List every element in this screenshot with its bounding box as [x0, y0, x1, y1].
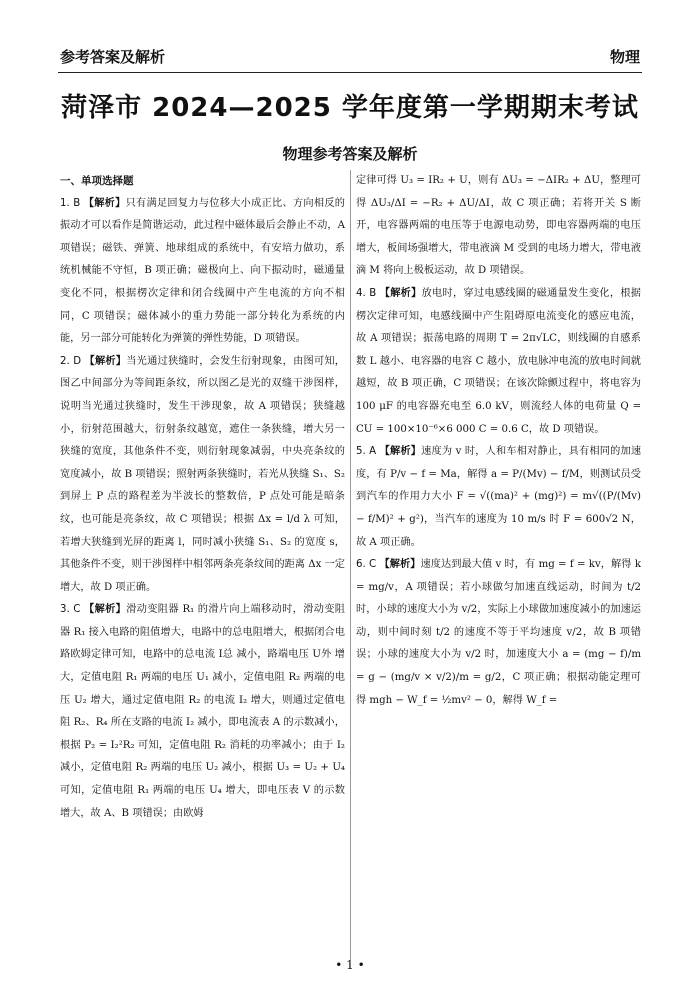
question-text: 速度为 v 时，人和车相对静止，具有相同的加速度，有 P/v − f = Ma，解得 a = P/(Mv) − f/M，则测试员受到汽车的作用力大小 F = √((ma)² + (mg)²) = m√((P/(Mv) − f/M)² + g²)，当汽车的速度为 10 m/s 时 F = 600√2 N，故 A 项正确。: [356, 446, 642, 548]
question-text: 只有满足回复力与位移大小成正比、方向相反的振动才可以看作是简谐运动，此过程中磁体最后会静止不动，A 项错误；磁铁、弹簧、地球组成的系统中，有安培力做功，系统机械能不守恒，B 项正确；磁极向上、向下振动时，磁通量变化不同，根据楞次定律和闭合线圈中产生电流的方向不相同，C 项错误；磁体减小的重力势能一部分转化为系统的内能，另一部分可能转化为弹簧的弹性势能，D 项错误。: [60, 197, 345, 345]
analysis-tag: 【解析】: [379, 446, 422, 458]
question-text: 当光通过狭缝时，会发生衍射现象，由图可知，图乙中间部分为等间距条纹，所以图乙是光的双缝干涉图样，说明当光通过狭缝时，发生干涉现象，故 A 项错误；狭缝越小，衍射范围越大，衍射条纹越宽，遮住一条狭缝，增大另一狭缝的宽度，其他条件不变，则衍射现象减弱，中央亮条纹的宽度减小，故 B 项错误；照射两条狭缝时，若光从狭缝 S₁、S₂ 到屏上 P 点的路程差为半波长的整数倍，P 点处可能是暗条纹，也可能是亮条纹，故 C 项错误；根据 Δx = l/d λ 可知，若增大狭缝到光屏的距离 l，同时减小狭缝 S₁、S₂ 的宽度 s，其他条件不变，则干涉图样中相邻两条亮条纹间的距离 Δx 一定增大，故 D 项正确。: [60, 355, 345, 593]
question-text: 滑动变阻器 R₁ 的滑片向上端移动时，滑动变阻器 R₁ 接入电路的阻值增大，电路中的总电阻增大，根据闭合电路欧姆定律可知，电路中的总电流 I总 减小，路端电压 U外 增大，定值电阻 R₁ 两端的电压 U₁ 减小，定值电阻 R₂ 两端的电压 U₂ 增大，通过定值电阻 R₂ 的电流 I₂ 增大，则通过定值电阻 R₂、R₄ 所在支路的电流 I₂ 减小，即电流表 A 的示数减小，根据 P₂ = I₂²R₂ 可知，定值电阻 R₂ 消耗的功率减小；由于 I₂ 减小，定值电阻 R₂ 两端的电压 U₂ 减小，根据 U₃ = U₂ + U₄ 可知，定值电阻 R₁ 两端的电压 U₄ 增大，即电压表 V 的示数增大，故 A、B 项错误；由欧姆: [60, 604, 345, 819]
question-3-continued: [356, 170, 641, 283]
question-6: [356, 554, 641, 712]
section-heading: 一、单项选择题: [60, 175, 134, 187]
question-number: 2. D: [60, 355, 82, 367]
column-divider: [350, 170, 351, 960]
question-number: 4. B: [356, 287, 377, 299]
page-header: [60, 42, 640, 68]
header-left: 参考答案及解析: [60, 48, 166, 66]
question-text: 速度达到最大值 v 时，有 mg = f = kv，解得 k = mg/v，A 项错误；若小球做匀加速直线运动，时间为 t/2 时，小球的速度大小为 v/2，实际上小球做加速度减小的加速运动，则中间时刻 t/2 的速度不等于平均速度 v/2，故 B 项错误；小球的速度大小为 v/2 时，加速度大小 a = (mg − f)/m = g − (mg/v × v/2)/m = g/2，C 项正确；根据动能定理可得 mgh − W_f = ½mv² − 0，解得 W_f =: [356, 559, 642, 706]
left-column: [60, 170, 345, 825]
analysis-tag: 【解析】: [84, 355, 127, 367]
question-number: 5. A: [356, 446, 377, 458]
question-text: 定律可得 U₃ = IR₂ + U，则有 ΔU₃ = −ΔIR₂ + ΔU，整理可得 ΔU₃/ΔI = −R₂ + ΔU/ΔI，故 C 项正确；若将开关 S 断开，电容器两端的电压等于电源电动势，即电容器两端的电压增大，板间场强增大，带电液滴 M 受到的电场力增大，带电液滴 M 将向上极板运动，故 D 项错误。: [356, 175, 641, 277]
analysis-tag: 【解析】: [379, 559, 421, 571]
question-number: 3. C: [60, 604, 81, 616]
question-5: [356, 441, 641, 554]
right-column: [356, 170, 641, 712]
question-2: [60, 351, 345, 600]
analysis-tag: 【解析】: [83, 197, 126, 209]
analysis-tag: 【解析】: [84, 604, 127, 616]
header-subject: 物理: [609, 48, 640, 66]
page-number: • 1 •: [335, 958, 365, 972]
question-number: 6. C: [356, 559, 377, 571]
header-rule: [58, 72, 642, 73]
question-1: [60, 193, 345, 351]
question-4: [356, 283, 641, 441]
document-title: 菏泽市 2024—2025 学年度第一学期期末考试: [61, 93, 639, 123]
question-text: 放电时，穿过电感线圈的磁通量发生变化，根据楞次定律可知，电感线圈中产生阻碍原电流变化的感应电流，故 A 项错误；振荡电路的周期 T = 2π√LC，则线圈的自感系数 L 越小、电容器的电容 C 越小，放电脉冲电流的放电时间就越短，故 B 项正确，C 项错误；在该次除颤过程中，将电容为 100 μF 的电容器充电至 6.0 kV，则流经人体的电荷量 Q = CU = 100×10⁻⁶×6 000 C = 0.6 C，故 D 项错误。: [356, 287, 641, 435]
question-3: [60, 599, 345, 825]
analysis-tag: 【解析】: [379, 287, 422, 299]
document-subtitle: 物理参考答案及解析: [282, 145, 418, 163]
question-number: 1. B: [60, 197, 81, 209]
